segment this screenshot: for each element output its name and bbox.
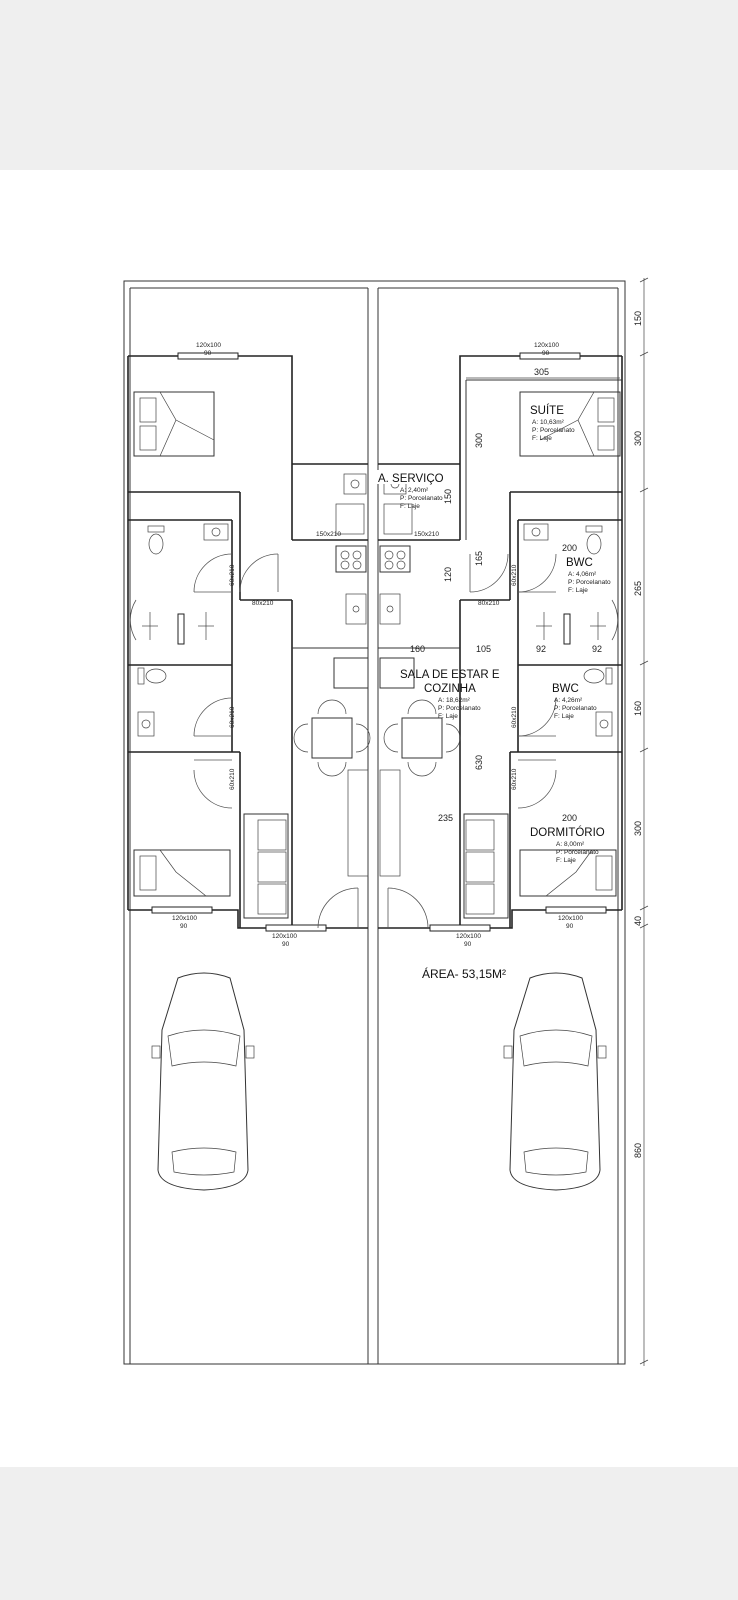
sink-icon	[524, 524, 548, 540]
room-name: SUÍTE	[530, 405, 564, 417]
dim-40: 40	[633, 915, 643, 926]
room-area: A: 4,26m²	[554, 697, 583, 704]
bed-icon	[134, 850, 230, 896]
left-unit-walls	[128, 356, 368, 928]
car-icon	[152, 973, 254, 1190]
dim-105: 105	[476, 644, 492, 654]
doors	[130, 554, 617, 928]
door-label: 80x210	[478, 600, 500, 607]
room-name-line-1: SALA DE ESTAR E	[400, 669, 500, 681]
room-name: DORMITÓRIO	[530, 827, 605, 839]
room-floor: P: Porcelanato	[438, 705, 481, 712]
dim-120-v: 120	[443, 566, 453, 582]
door-label: 150x210	[316, 531, 341, 538]
door-label: 60x210	[229, 768, 236, 790]
window-label: 120x100	[534, 342, 559, 349]
room-name: BWC	[566, 557, 593, 569]
room-ceiling: F: Laje	[532, 435, 552, 442]
room-label-bwc-1	[566, 557, 611, 594]
stove-icon	[336, 546, 410, 572]
room-label-bwc-2	[552, 683, 597, 720]
room-floor: P: Porcelanato	[532, 427, 575, 434]
door-label: 60x210	[229, 564, 236, 586]
window-sub-label: 90	[282, 941, 290, 948]
sofa-icon	[244, 814, 288, 918]
dim-200-b: 200	[562, 813, 578, 823]
door-label: 60x210	[511, 564, 518, 586]
room-area: A: 8,00m²	[556, 841, 585, 848]
dim-165-v: 165	[474, 550, 484, 566]
room-floor: P: Porcelanato	[400, 495, 443, 502]
dim-300-b: 300	[633, 820, 643, 836]
room-name: BWC	[552, 683, 579, 695]
door-label: 150x210	[414, 531, 439, 538]
room-area: A: 2,40m²	[400, 487, 429, 494]
room-ceiling: F: Laje	[554, 713, 574, 720]
dim-235: 235	[438, 813, 454, 823]
sink-icon	[346, 594, 400, 624]
door-label: 60x210	[511, 706, 518, 728]
toilet-icon	[148, 526, 164, 554]
window-sub-label: 90	[464, 941, 472, 948]
window-sub-label: 90	[204, 350, 212, 357]
door-label: 60x210	[229, 706, 236, 728]
sink-icon	[596, 712, 612, 736]
room-area: A: 10,63m²	[532, 419, 564, 426]
window-sub-label: 90	[180, 923, 188, 930]
room-label-suite	[530, 404, 575, 442]
counter	[334, 658, 414, 876]
room-area: A: 4,06m²	[568, 571, 597, 578]
table-chairs-icon	[294, 700, 370, 776]
dim-160-h: 160	[410, 644, 426, 654]
dim-305: 305	[534, 367, 550, 377]
sink-icon	[138, 712, 154, 736]
room-area: A: 18,62m²	[438, 697, 470, 704]
dim-200-a: 200	[562, 543, 578, 553]
window-label: 120x100	[196, 342, 221, 349]
room-label-sala	[400, 669, 500, 720]
dim-150-v: 150	[443, 488, 453, 504]
toilet-icon	[586, 526, 602, 554]
dim-92-a: 92	[536, 644, 547, 654]
side-dimension-labels	[633, 311, 643, 1158]
window-label: 120x100	[172, 915, 197, 922]
dim-300-v: 300	[474, 432, 484, 448]
dim-630-v: 630	[474, 754, 484, 770]
car-icon	[504, 973, 606, 1190]
room-floor: P: Porcelanato	[556, 849, 599, 856]
room-name-line-2: COZINHA	[424, 683, 476, 695]
door-label: 60x210	[511, 768, 518, 790]
dim-92-b: 92	[592, 644, 603, 654]
shower-markers	[142, 612, 606, 640]
room-ceiling: F: Laje	[556, 857, 576, 864]
window-label: 120x100	[272, 933, 297, 940]
window-sub-label: 90	[566, 923, 574, 930]
room-ceiling: F: Laje	[400, 503, 420, 510]
dim-265: 265	[633, 580, 643, 596]
toilet-icon	[584, 668, 612, 684]
toilet-icon	[138, 668, 166, 684]
dim-150: 150	[633, 310, 643, 326]
sink-icon	[204, 524, 228, 540]
room-name: A. SERVIÇO	[378, 473, 444, 485]
door-label: 80x210	[252, 600, 274, 607]
window-label: 120x100	[558, 915, 583, 922]
room-ceiling: F: Laje	[568, 587, 588, 594]
lot-outline	[124, 281, 625, 1364]
window-label: 120x100	[456, 933, 481, 940]
bed-icon	[134, 392, 214, 456]
room-floor: P: Porcelanato	[568, 579, 611, 586]
total-area-label: ÁREA- 53,15M²	[422, 967, 507, 981]
window-sub-label: 90	[542, 350, 550, 357]
room-ceiling: F: Laje	[438, 713, 458, 720]
room-label-dormitorio	[530, 826, 605, 864]
room-floor: P: Porcelanato	[554, 705, 597, 712]
dim-160: 160	[633, 700, 643, 716]
dim-860: 860	[633, 1142, 643, 1158]
dim-300: 300	[633, 430, 643, 446]
sofa-icon	[464, 814, 508, 918]
